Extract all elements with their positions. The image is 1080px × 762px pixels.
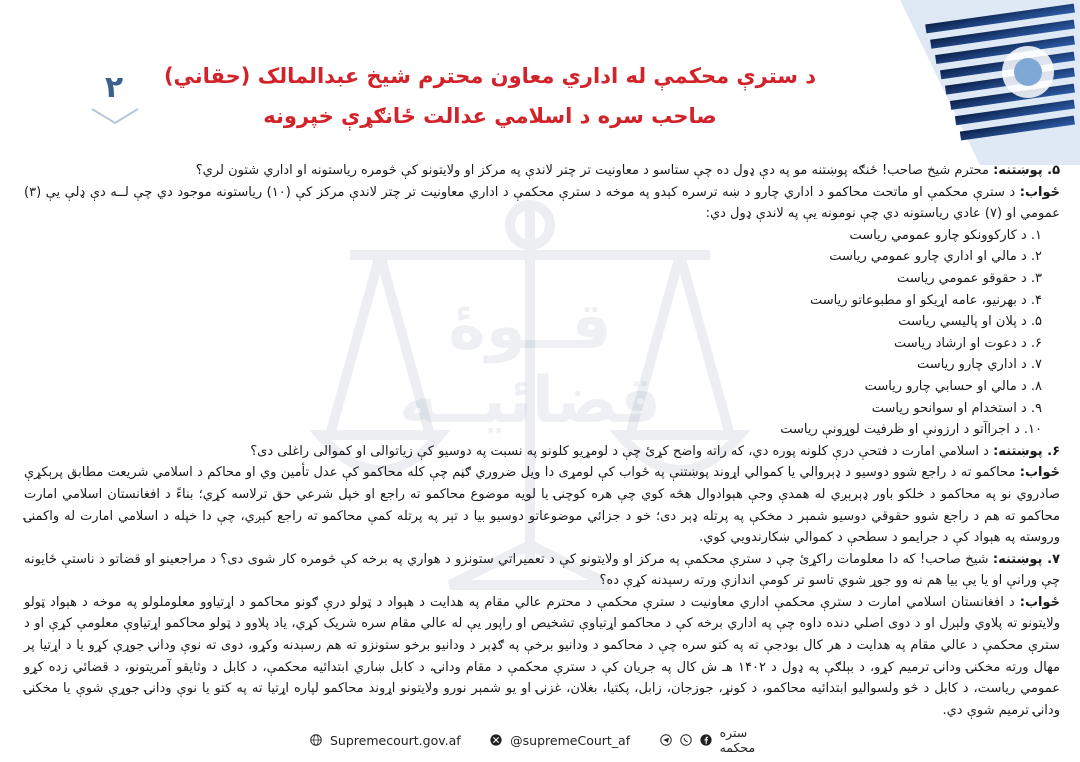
answer-label: ځواب:	[1019, 594, 1060, 610]
telegram-icon[interactable]	[660, 732, 672, 748]
footer-social-bar	[310, 725, 770, 755]
list-item: ۱. د کارکوونکو چارو عمومي رياست	[849, 227, 1042, 243]
question-label: ۶. پوښتنه:	[993, 443, 1060, 459]
question-7	[24, 549, 1060, 592]
list-item: ۸. د مالي او حسابي چارو رياست	[864, 378, 1042, 394]
answer-label: ځواب:	[1019, 184, 1060, 200]
answer-7	[24, 592, 1060, 722]
x-handle-link[interactable]: @supremeCourt_af	[510, 732, 631, 748]
article-body	[24, 160, 1060, 721]
question-6	[24, 441, 1060, 463]
list-item: ۹. د استخدام او سوانحو رياست	[871, 400, 1042, 416]
title-line-2: صاحب سره د اسلامي عدالت ځانګړې خپرونه	[263, 104, 717, 128]
facebook-icon[interactable]	[700, 732, 712, 748]
answer-label: ځواب:	[1019, 465, 1060, 481]
x-icon	[490, 732, 502, 748]
answer-text: محاکمو ته د راجع شوو دوسيو د ډېروالي يا کموالي اړوند پوښتنې په ځواب کې لومړی دا ويل ضروري ګڼم چې کله محاکمو کې عدل تأمين وي او محاکم د اسلامي شريعت مطابق پرېکړې صادروي نو په محاکمو د خلکو باور ډېرېږي له همدې وجې هېوادوال هڅه کوي چې هره کوچنۍ يا لويه موضوع محاکمو ته راجع او خپل شرعي حق ترلاسه کړي؛ بناءً د افغانستان اسلامي امارت محاکمو ته هم د راجع شوو حقوقي دوسيو شمېر د مخکې په پرتله ډېر دی؛ خو د جزائي موضوعاتو دوسيو بيا د تېر په پرتله کمې محاکمو ته راجع کېږي، چې دا خپله د اسلامي امارت له واکمنۍ وروسته په هېواد کې د جرايمو د سطحې د کموالي ښکارندويي کوي.	[24, 465, 1060, 546]
watermark-text: قــوهٔ قضائيــه	[399, 290, 661, 438]
chevron-down-icon	[88, 105, 142, 127]
answer-text: د سترې محکمې او ماتحت محاکمو د اداري چارو د ښه ترسره کېدو په موخه د سترې محکمې د اداري معاونيت تر چتر لاندې مرکز کې (۱۰) رياستونه موجود دي چې لــه دې ډلې يې (۳) عمومي او (۷) عادي رياستونه دي چې نومونه يې په لاندې ډول دي:	[24, 184, 1060, 222]
list-item: ۳. د حقوقو عمومي رياست	[897, 270, 1042, 286]
title-line-1: د سترې محکمې له اداري معاون محترم شيخ عبدالمالک (حقاني)	[163, 64, 817, 88]
answer-6	[24, 462, 1060, 548]
org-name: ستره محکمه	[719, 725, 756, 755]
list-item: ۷. د اداري چارو رياست	[917, 357, 1042, 373]
answer-text: د افغانستان اسلامي امارت د سترې محکمې اداري معاونيت د سترې محکمې د محترم عالي مقام په هدايت د هېواد د ټولو درې ګونو محاکمو د اړتياوو معلوملولو په موخه د هېواد ټولو ولايتونو ته پلاوي ولېږل او د دوی اصلي دنده داوه چې په اداري برخه کې د محاکمو اړتياوې تشخيص او راپور يې له عالي مقام سره شريک کړي، ياد پلاوو د ټولو محاکمو اړتياوې معلومې کړې او د سترې محکمې د عالي مقام په هدايت د هر کال بودجې ته په کتو سره چې د محاکمو د ودانيو برخې په ګډېر د ودانيو برخو ستونزو ته هم رسېدنه وکړو، دوی ته نوې ودانۍ جوړې کړو يا د اړتيا پر مهال ورته مخکنۍ ودانۍ ترميم کړو، د بېلګې په ډول د ۱۴۰۲ هـ ش کال په جريان کې د سترې محکمې د مقام ودانۍ، د کابل ښاري ابتدائيه محکمې، د کابل د وثايقو آمريتونو، د قضائي زده کړو عمومي رياست، د کابل د څو ولسواليو ابتدائيه محاکمو، د کونړ، جوزجان، زابل، پکتيا، بغلان، غزنۍ او يو شمېر نورو ولايتونو اړوند محاکمو لپاره اړتيا ته په کتو يا نوې ودانۍ جوړې شوې يا مخکنۍ ودانۍ ترميم شوې دي.	[24, 594, 1060, 718]
question-5	[24, 160, 1060, 182]
website-link[interactable]: Supremecourt.gov.af	[329, 732, 461, 748]
list-item: ۱۰. د اجراآتو د ارزونې او ظرفيت لوړونې رياست	[780, 422, 1042, 438]
question-label: ۷. پوښتنه:	[992, 551, 1060, 567]
answer-5	[24, 182, 1060, 225]
globe-icon	[310, 732, 322, 748]
list-item: ۲. د مالي او اداري چارو عمومي رياست	[829, 249, 1042, 265]
question-text: شيخ صاحب! که دا معلومات راکړئ چې د سترې محکمې په مرکز او ولايتونو کې د تعميراتي ستونزو د هواري په برخه کې څومره کار شوی دی؟ د مراجعينو او قضاتو د ناستې ځايونه چې ورانې او يا يې بيا هم نه وو جوړ شوي تاسو تر کومې اندازې ورته رسېدنه کړې ده؟	[24, 551, 1060, 589]
question-text: محترم شيخ صاحب! ځنګه پوښتنه مو په دې ډول ده چې ستاسو د معاونيت تر چتر لاندې په مرکز او ولايتونو کې څومره رياستونه او اداري شتون لري؟	[195, 163, 994, 178]
whatsapp-icon[interactable]	[680, 732, 692, 748]
list-item: ۵. د پلان او پاليسي رياست	[898, 314, 1042, 330]
question-text: د اسلامي امارت د فتحې درې کلونه پوره دي، که راته واضح کړئ چې د لومړيو کلونو په نسبت په دوسيو کې زياتوالی او کموالی راغلی دی؟	[250, 443, 994, 459]
list-item: ۴. د بهرنيو، عامه اړيکو او مطبوعاتو رياست	[809, 292, 1042, 308]
list-item: ۶. د دعوت او ارشاد رياست	[893, 335, 1042, 351]
page-title	[150, 56, 830, 136]
question-label: ۵. پوښتنه:	[993, 163, 1060, 178]
directorates-list	[24, 225, 1060, 441]
page-number: ۲	[104, 70, 124, 105]
decorative-banner-icon	[830, 0, 1080, 165]
